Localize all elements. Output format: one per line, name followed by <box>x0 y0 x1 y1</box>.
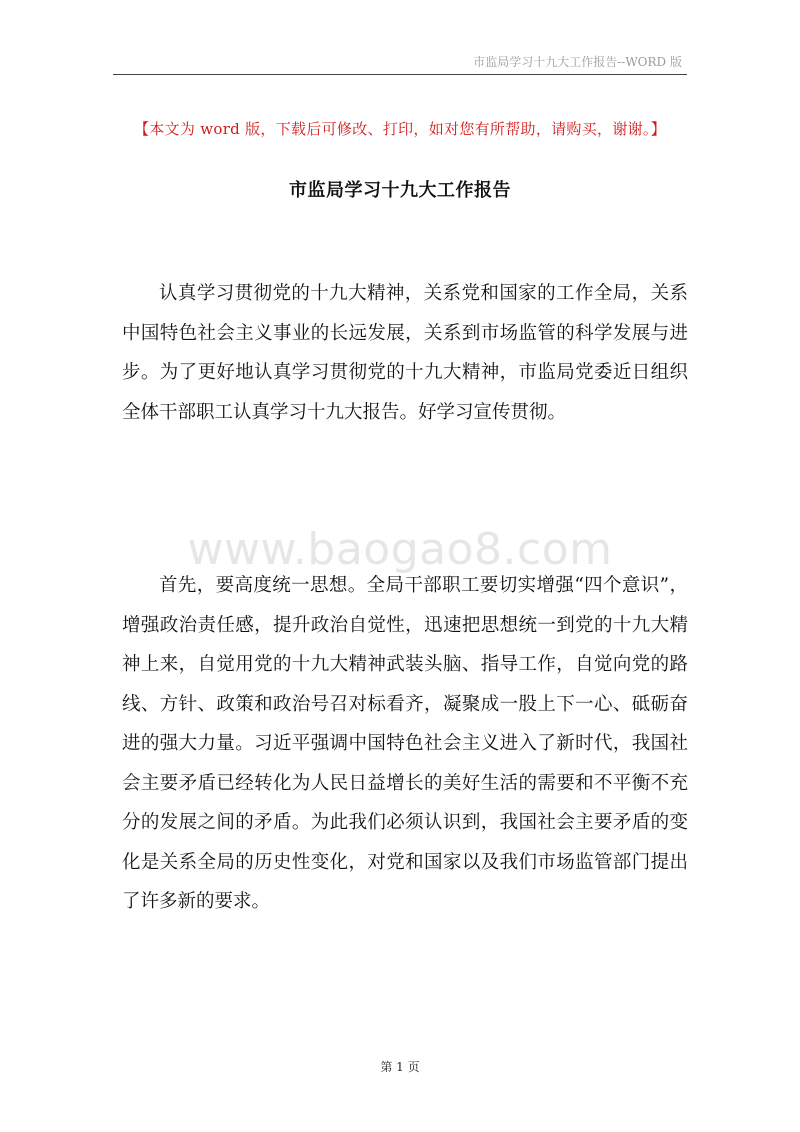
page-number: 第 1 页 <box>380 1060 420 1074</box>
download-notice: 【本文为 word 版，下载后可修改、打印，如对您有所帮助，请购买，谢谢。】 <box>133 120 667 138</box>
document-title: 市监局学习十九大工作报告 <box>289 180 511 201</box>
running-header: 市监局学习十九大工作报告--WORD 版 <box>473 55 682 69</box>
body-paragraph-1: 认真学习贯彻党的十九大精神，关系党和国家的工作全局，关系中国特色社会主义事业的长远发展，关系到市场监管的科学发展与进步。为了更好地认真学习贯彻党的十九大精神，市监局党委近日组织全体干部职工认真学习十九大报告。好学习宣传贯彻。 <box>122 283 688 423</box>
watermark: www.baogao8.com <box>187 524 613 575</box>
header-divider <box>113 74 687 75</box>
body-paragraph-2: 首先，要高度统一思想。全局干部职工要切实增强“四个意识”，增强政治责任感，提升政治自觉性，迅速把思想统一到党的十九大精神上来，自觉用党的十九大精神武装头脑、指导工作，自觉向党的路线、方针、政策和政治号召对标看齐，凝聚成一股上下一心、砥砺奋进的强大力量。习近平强调中国特色社会主义进入了新时代，我国社会主要矛盾已经转化为人民日益增长的美好生活的需要和不平衡不充分的发展之间的矛盾。为此我们必须认识到，我国社会主要矛盾的变化是关系全局的历史性变化，对党和国家以及我们市场监管部门提出了许多新的要求。 <box>122 575 688 912</box>
